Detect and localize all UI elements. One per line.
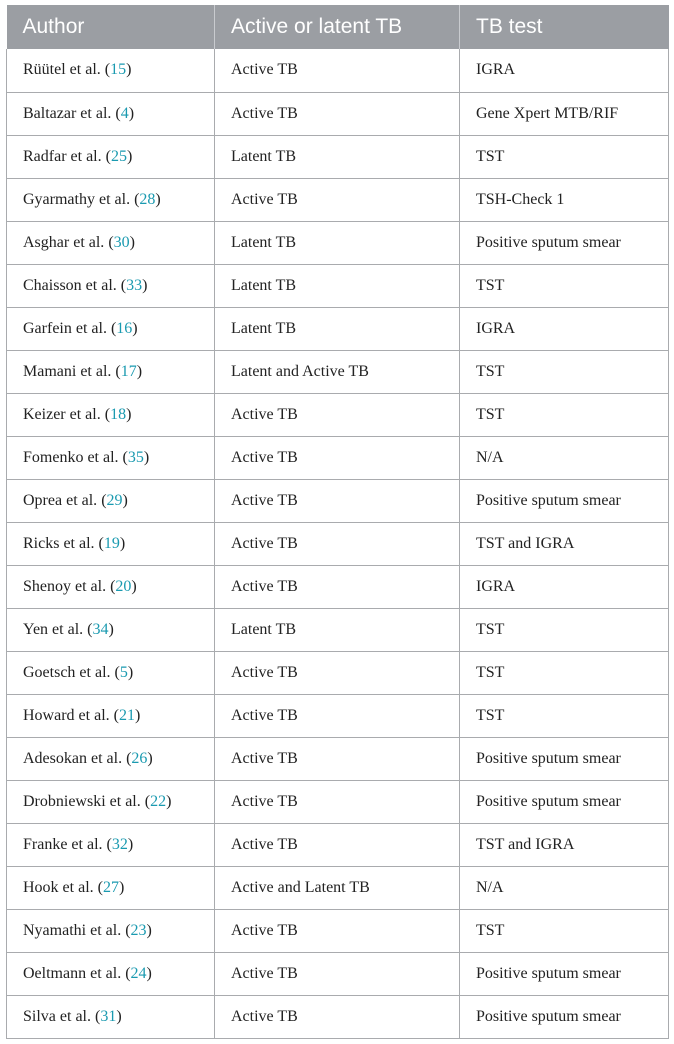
author-name: Shenoy et al.	[23, 577, 107, 595]
author-cell: Yen et al. (34)	[7, 608, 215, 651]
tb-status-cell: Active TB	[215, 393, 460, 436]
tb-test-cell: TST	[460, 135, 669, 178]
author-cell: Ricks et al. (19)	[7, 522, 215, 565]
tb-test-cell: TST	[460, 909, 669, 952]
tb-status-cell: Active TB	[215, 522, 460, 565]
reference-link[interactable]: 32	[111, 835, 128, 853]
table-row	[7, 307, 669, 350]
table-row	[7, 221, 669, 264]
author-cell: Gyarmathy et al. (28)	[7, 178, 215, 221]
tb-test-cell: IGRA	[460, 565, 669, 608]
tb-status-cell: Active and Latent TB	[215, 866, 460, 909]
tb-status-cell: Active TB	[215, 952, 460, 995]
author-cell: Baltazar et al. (4)	[7, 92, 215, 135]
table-body	[7, 49, 669, 1038]
author-cell: Oprea et al. (29)	[7, 479, 215, 522]
tb-status-cell: Latent TB	[215, 221, 460, 264]
tb-status-cell: Active TB	[215, 995, 460, 1038]
tb-status-cell: Active TB	[215, 780, 460, 823]
reference-link[interactable]: 19	[103, 534, 120, 552]
reference-link[interactable]: 25	[110, 147, 127, 165]
table-row	[7, 178, 669, 221]
author-name: Radfar et al.	[23, 147, 102, 165]
reference-link[interactable]: 35	[127, 448, 144, 466]
author-cell: Silva et al. (31)	[7, 995, 215, 1038]
table-row	[7, 565, 669, 608]
reference-link[interactable]: 4	[120, 104, 129, 122]
tb-test-cell: TST	[460, 651, 669, 694]
author-cell: Fomenko et al. (35)	[7, 436, 215, 479]
tb-test-cell: TST	[460, 608, 669, 651]
reference-link[interactable]: 33	[126, 276, 143, 294]
tb-status-cell: Latent TB	[215, 608, 460, 651]
table-row	[7, 608, 669, 651]
author-name: Howard et al.	[23, 706, 110, 724]
table-row	[7, 393, 669, 436]
tb-test-cell: TST	[460, 694, 669, 737]
author-name: Drobniewski et al.	[23, 792, 141, 810]
tb-test-cell: TST	[460, 393, 669, 436]
author-cell: Drobniewski et al. (22)	[7, 780, 215, 823]
tb-test-cell: TST	[460, 350, 669, 393]
reference-link[interactable]: 28	[139, 190, 156, 208]
author-name: Asghar et al.	[23, 233, 105, 251]
table-row	[7, 135, 669, 178]
author-name: Baltazar et al.	[23, 104, 112, 122]
tb-test-cell: Positive sputum smear	[460, 737, 669, 780]
table-row	[7, 909, 669, 952]
author-name: Ricks et al.	[23, 534, 95, 552]
reference-link[interactable]: 18	[110, 405, 127, 423]
table-row	[7, 479, 669, 522]
author-cell: Adesokan et al. (26)	[7, 737, 215, 780]
tb-test-cell: TST and IGRA	[460, 823, 669, 866]
reference-link[interactable]: 34	[92, 620, 109, 638]
reference-link[interactable]: 29	[106, 491, 123, 509]
tb-test-cell: Positive sputum smear	[460, 952, 669, 995]
tb-status-cell: Latent TB	[215, 264, 460, 307]
tb-test-cell: TST and IGRA	[460, 522, 669, 565]
tb-test-cell: IGRA	[460, 49, 669, 92]
tb-test-cell: N/A	[460, 866, 669, 909]
tb-status-cell: Active TB	[215, 694, 460, 737]
author-cell: Keizer et al. (18)	[7, 393, 215, 436]
reference-link[interactable]: 22	[150, 792, 167, 810]
table-row	[7, 651, 669, 694]
table-row	[7, 694, 669, 737]
author-name: Silva et al.	[23, 1007, 91, 1025]
header-tb-test: TB test	[460, 5, 669, 49]
table-row	[7, 780, 669, 823]
table-row	[7, 995, 669, 1038]
header-author: Author	[7, 5, 215, 49]
reference-link[interactable]: 24	[130, 964, 147, 982]
tb-test-cell: Positive sputum smear	[460, 995, 669, 1038]
author-cell: Radfar et al. (25)	[7, 135, 215, 178]
reference-link[interactable]: 17	[120, 362, 137, 380]
author-cell: Asghar et al. (30)	[7, 221, 215, 264]
table-row	[7, 952, 669, 995]
author-name: Nyamathi et al.	[23, 921, 122, 939]
table-row	[7, 737, 669, 780]
author-cell: Shenoy et al. (20)	[7, 565, 215, 608]
author-cell: Goetsch et al. (5)	[7, 651, 215, 694]
author-name: Franke et al.	[23, 835, 103, 853]
author-name: Goetsch et al.	[23, 663, 111, 681]
author-name: Hook et al.	[23, 878, 94, 896]
tb-status-cell: Active TB	[215, 909, 460, 952]
tb-test-cell: TSH-Check 1	[460, 178, 669, 221]
tb-status-cell: Latent and Active TB	[215, 350, 460, 393]
tb-test-cell: Positive sputum smear	[460, 780, 669, 823]
tb-status-cell: Active TB	[215, 479, 460, 522]
author-cell: Howard et al. (21)	[7, 694, 215, 737]
tb-status-cell: Active TB	[215, 436, 460, 479]
author-cell: Nyamathi et al. (23)	[7, 909, 215, 952]
reference-link[interactable]: 23	[130, 921, 147, 939]
author-cell: Mamani et al. (17)	[7, 350, 215, 393]
tb-status-cell: Active TB	[215, 49, 460, 92]
tb-test-cell: TST	[460, 264, 669, 307]
tb-status-cell: Active TB	[215, 651, 460, 694]
reference-link[interactable]: 27	[102, 878, 119, 896]
reference-link[interactable]: 26	[131, 749, 148, 767]
tb-test-cell: N/A	[460, 436, 669, 479]
tb-test-cell: IGRA	[460, 307, 669, 350]
tb-status-cell: Latent TB	[215, 307, 460, 350]
tb-test-cell: Positive sputum smear	[460, 221, 669, 264]
table-row	[7, 49, 669, 92]
table-header	[7, 5, 669, 49]
tb-test-cell: Gene Xpert MTB/RIF	[460, 92, 669, 135]
table-row	[7, 264, 669, 307]
tb-status-cell: Active TB	[215, 178, 460, 221]
header-active-or-latent: Active or latent TB	[215, 5, 460, 49]
tb-studies-table	[6, 5, 669, 1039]
author-cell: Hook et al. (27)	[7, 866, 215, 909]
author-name: Mamani et al.	[23, 362, 112, 380]
header-row	[7, 5, 669, 49]
author-cell: Rüütel et al. (15)	[7, 49, 215, 92]
table-row	[7, 436, 669, 479]
author-name: Oeltmann et al.	[23, 964, 122, 982]
tb-status-cell: Active TB	[215, 92, 460, 135]
tb-status-cell: Active TB	[215, 823, 460, 866]
author-cell: Chaisson et al. (33)	[7, 264, 215, 307]
author-name: Garfein et al.	[23, 319, 107, 337]
reference-link[interactable]: 31	[100, 1007, 117, 1025]
author-name: Oprea et al.	[23, 491, 98, 509]
table-row	[7, 866, 669, 909]
reference-link[interactable]: 20	[115, 577, 132, 595]
tb-test-cell: Positive sputum smear	[460, 479, 669, 522]
author-name: Gyarmathy et al.	[23, 190, 131, 208]
reference-link[interactable]: 30	[113, 233, 130, 251]
reference-link[interactable]: 15	[110, 61, 127, 79]
tb-status-cell: Active TB	[215, 737, 460, 780]
reference-link[interactable]: 5	[119, 663, 128, 681]
author-name: Yen et al.	[23, 620, 84, 638]
author-name: Adesokan et al.	[23, 749, 123, 767]
table-row	[7, 350, 669, 393]
tb-status-cell: Active TB	[215, 565, 460, 608]
author-cell: Oeltmann et al. (24)	[7, 952, 215, 995]
reference-link[interactable]: 21	[118, 706, 135, 724]
reference-link[interactable]: 16	[116, 319, 133, 337]
table-row	[7, 522, 669, 565]
tb-status-cell: Latent TB	[215, 135, 460, 178]
author-name: Rüütel et al.	[23, 61, 101, 79]
author-name: Fomenko et al.	[23, 448, 119, 466]
author-name: Chaisson et al.	[23, 276, 117, 294]
author-cell: Franke et al. (32)	[7, 823, 215, 866]
author-cell: Garfein et al. (16)	[7, 307, 215, 350]
table-row	[7, 823, 669, 866]
table-row	[7, 92, 669, 135]
author-name: Keizer et al.	[23, 405, 101, 423]
